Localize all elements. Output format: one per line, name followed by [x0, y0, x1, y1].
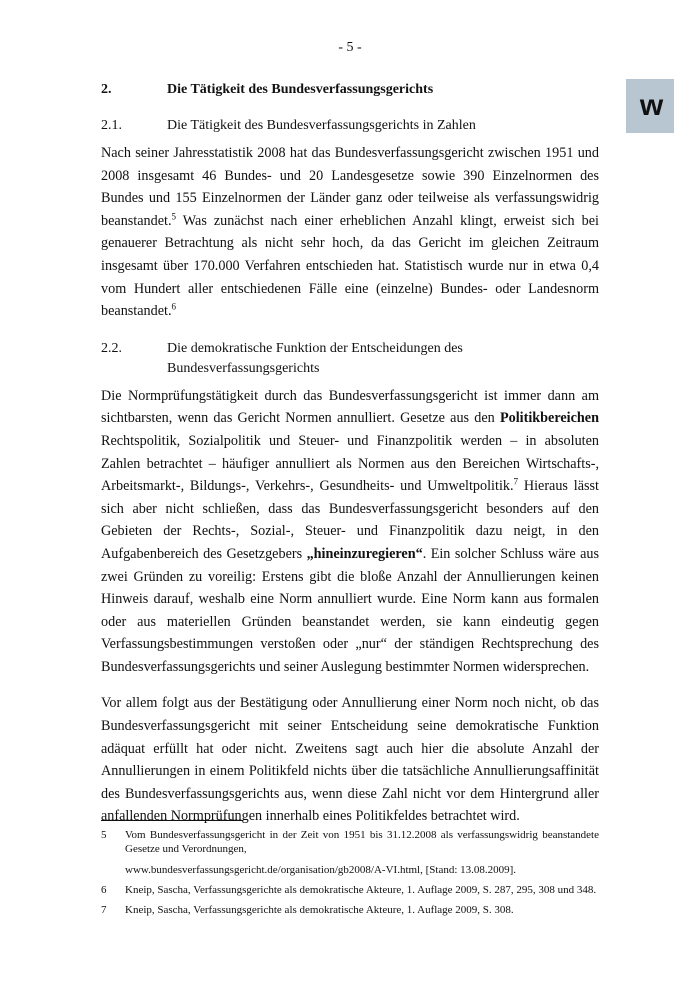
paragraph-1 — [101, 142, 599, 323]
emphasis-text: „hineinzuregieren“ — [306, 545, 423, 562]
footnote-link[interactable]: www.bundesverfassungsgericht.de/organisation/gb2008/A-VI.html, [Stand: 13.08.2009]. — [125, 864, 517, 876]
footnote-ref[interactable]: 5 — [171, 211, 177, 222]
text-run: Nach seiner Jahresstatistik 2008 hat das Bundesverfassungsgericht zwischen 1951 und 2008 insgesamt 46 Bundes- und 20 Landesgesetze sowie 390 Einzelnormen des Bundes und 155 Einzelnormen der Länder ganz oder teilweise als verfassungswidrig beanstandet. — [101, 145, 599, 229]
subsection-number: 2.1. — [101, 118, 122, 133]
text-run: Hieraus lässt sich aber nicht schließen, dass das Bundesverfassungsgericht besonders auf den Gebieten der Rechts-, Sozial-, Steuer- und Finanzpolitik dazu neigt, in den Aufgabenbereich des Gesetzgebers — [101, 478, 599, 562]
publisher-logo — [626, 79, 674, 133]
footnote — [101, 828, 599, 877]
section-title: Die Tätigkeit des Bundesverfassungsgerichts — [167, 82, 434, 97]
footnote-ref[interactable]: 6 — [171, 301, 177, 312]
subsection-heading-2 — [101, 339, 599, 379]
footnote — [101, 883, 599, 897]
paragraph-3: Vor allem folgt aus der Bestätigung oder Annullierung einer Norm noch nicht, ob das Bundesverfassungsgericht mit seiner Entscheidung seine demokratische Funktion adäquat erfüllt hat oder nicht. Zweitens sagt auch hier die absolute Anzahl der Annullierungen in einem Politikfeld nichts über die tatsächliche Annullierungsaffinität des Bundesverfassungsgerichts aus, wenn diese Zahl nicht vor dem Hintergrund aller anfallenden Normprüfungen innerhalb eines Politikfeldes betrachtet wird. — [101, 695, 599, 825]
footnote-number: 6 — [101, 884, 107, 896]
text-run: . Ein solcher Schluss wäre aus zwei Gründen zu voreilig: Erstens gibt die bloße Anzahl der Annullierungen keinen Hinweis darauf, weshalb eine Norm annulliert wurde. Eine Norm kann aus formalen oder aus materiellen Gründen beanstandet werden, sie kann eindeutig gegen Verfassungsbestimmungen verstoßen oder „nur“ der ständigen Rechtsprechung des Bundesverfassungsgerichts und seiner Auslegung bestimmter Normen widersprechen. — [101, 545, 599, 675]
footnote-number: 7 — [101, 904, 107, 916]
logo-text: w — [639, 89, 661, 122]
subsection-title: Die Tätigkeit des Bundesverfassungsgerichts in Zahlen — [167, 118, 476, 133]
footnote-text: Kneip, Sascha, Verfassungsgerichte als demokratische Akteure, 1. Auflage 2009, S. 287, 295, 308 und 348. — [125, 884, 597, 896]
footnote-ref[interactable]: 7 — [513, 476, 519, 487]
paragraph-2 — [101, 385, 599, 679]
main-content — [101, 80, 599, 828]
footnote-text: Kneip, Sascha, Verfassungsgerichte als demokratische Akteure, 1. Auflage 2009, S. 308. — [125, 904, 514, 916]
footnote-number: 5 — [101, 829, 107, 841]
footnote-divider — [101, 820, 243, 821]
text-run: Die Normprüfungstätigkeit durch das Bundesverfassungsgericht ist immer dann am sichtbarsten, wenn das Gericht Normen annulliert. Gesetze aus den — [101, 387, 599, 427]
text-run: Rechtspolitik, Sozialpolitik und Steuer- und Finanzpolitik werden – in absoluten Zahlen betrachtet – häufiger annulliert als Normen aus den Bereichen Wirtschafts-, Arbeitsmarkt-, Bildungs-, Verkehrs-, Gesundheits- und Umweltpolitik. — [101, 432, 599, 495]
footnote — [101, 903, 599, 917]
section-heading — [101, 80, 599, 100]
footnotes — [101, 828, 599, 923]
subsection-number: 2.2. — [101, 340, 122, 356]
text-run: Was zunächst nach einer erheblichen Anzahl klingt, erweist sich bei genauerer Betrachtung als nicht sehr hoch, da das Gericht im gleichen Zeitraum insgesamt über 170.000 Verfahren entschieden hat. Statistisch wurde nur in etwa 0,4 vom Hundert aller entschiedenen Fälle eine (einzelne) Bundes- oder Landesnorm beanstandet. — [101, 212, 599, 320]
footnote-text: Vom Bundesverfassungsgericht in der Zeit von 1951 bis 31.12.2008 als verfassungswidrig beanstandete Gesetze und Verordnungen, — [125, 829, 599, 855]
subsection-heading-1 — [101, 116, 599, 136]
section-number: 2. — [101, 82, 112, 97]
emphasis-text: Politikbereichen — [499, 410, 599, 427]
page-number: - 5 - — [338, 40, 362, 55]
subsection-title: Die demokratische Funktion der Entscheidungen des Bundesverfassungsgerichts — [167, 340, 463, 376]
